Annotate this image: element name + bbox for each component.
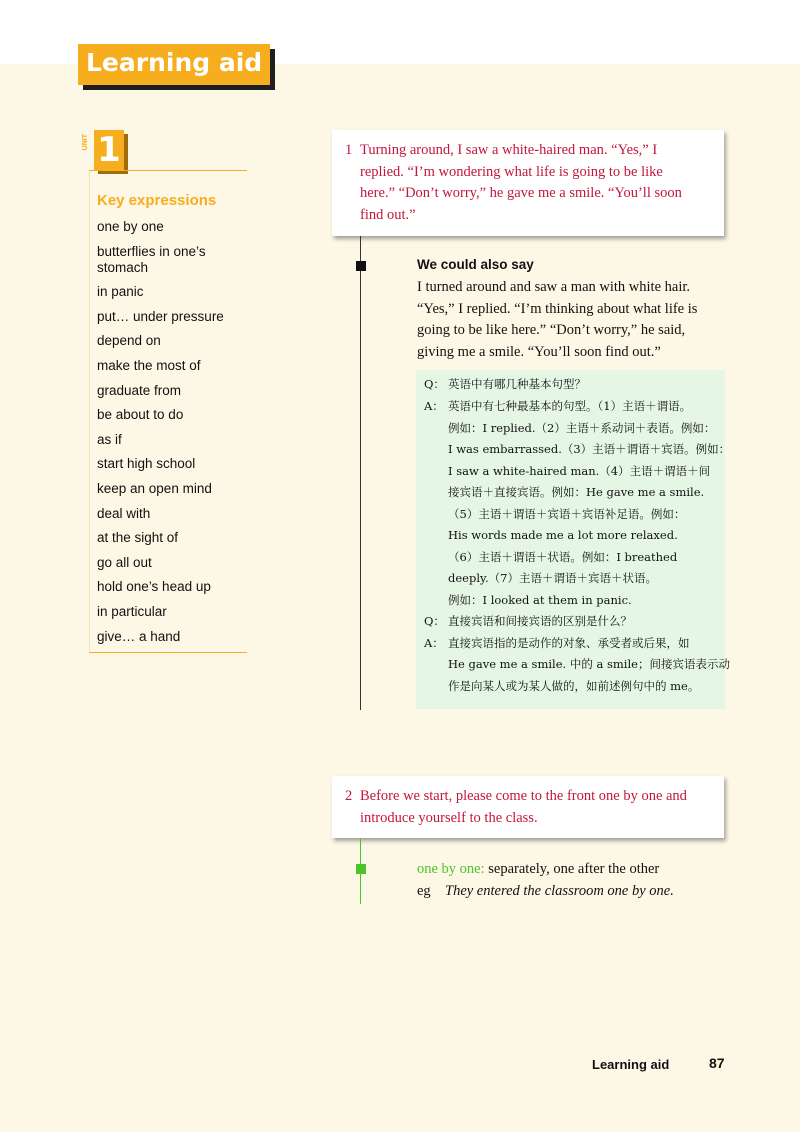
qa-label: A：	[424, 399, 444, 413]
qa-question-text: 英语中有哪几种基本句型？	[448, 377, 586, 391]
section-header: Learning aid	[78, 44, 270, 85]
list-item: keep an open mind	[97, 480, 212, 496]
list-item: start high school	[97, 456, 196, 472]
vocab-example: They entered the classroom one by one.	[445, 883, 674, 899]
timeline-marker	[356, 261, 366, 271]
list-item: go all out	[97, 554, 152, 570]
qa-answer-line: 接宾语＋直接宾语。例如：He gave me a smile.	[448, 485, 705, 499]
timeline-marker	[356, 864, 366, 874]
key-expressions-border	[89, 170, 90, 652]
list-item: depend on	[97, 333, 161, 349]
example-sentence-card-1	[332, 130, 724, 236]
sentence-number: 1	[345, 142, 353, 158]
qa-label: Q：	[424, 614, 445, 628]
unit-number-badge: 1	[94, 130, 124, 170]
qa-answer-line: 例如：I looked at them in panic.	[448, 592, 632, 607]
qa-question-text: 直接宾语和间接宾语的区别是什么？	[448, 614, 632, 628]
vocab-entry	[417, 858, 717, 902]
vocab-definition: separately, one after the other	[484, 861, 660, 877]
example-sentence-card-2	[332, 776, 724, 838]
qa-answer-line: 作是向某人或为某人做的，如前述例句中的 me。	[448, 678, 700, 693]
qa-answer-line: His words made me a lot more relaxed.	[448, 528, 678, 542]
example-label: eg	[417, 883, 431, 899]
list-item: give… a hand	[97, 628, 181, 644]
list-item: make the most of	[97, 357, 201, 373]
qa-box	[416, 370, 731, 709]
divider	[89, 170, 247, 171]
qa-answer-line: He gave me a smile. 中的 a smile；间接宾语表示动	[448, 657, 730, 671]
list-item: be about to do	[97, 407, 184, 423]
unit-word-text: UNIT	[81, 134, 89, 151]
key-expressions-list	[97, 219, 247, 653]
qa-answer-line: 例如：I replied.（2）主语＋系动词＋表语。例如：	[448, 420, 716, 435]
key-expressions-title: Key expressions	[97, 192, 217, 209]
list-item: one by one	[97, 219, 164, 234]
qa-label: A：	[424, 635, 444, 650]
qa-answer-line: I saw a white-haired man.（4）主语＋谓语＋间	[448, 463, 711, 478]
sentence-text: Turning around, I saw a white-haired man. “Yes,” I replied. “I’m wondering what life is going to be like here.” “Don’t worry,” he gave me a smile. “You’ll soon find out.”	[360, 142, 682, 223]
unit-word-label	[80, 134, 90, 153]
timeline-line	[360, 236, 361, 710]
vocab-term: one by one:	[417, 861, 485, 877]
list-item: at the sight of	[97, 530, 179, 546]
list-item: hold one’s head up	[97, 579, 211, 595]
list-item: in particular	[97, 603, 167, 619]
vocab-definition-line	[417, 858, 717, 880]
list-item: butterflies in one’s stomach	[97, 243, 206, 275]
qa-answer-line: 英语中有七种最基本的句型。（1）主语＋谓语。	[448, 399, 692, 413]
qa-answer-line: I was embarrassed.（3）主语＋谓语＋宾语。例如：	[448, 442, 731, 456]
also-say-text: I turned around and saw a man with white hair. “Yes,” I replied. “I’m thinking about what life is going to be like here.” “Don’t worry,” he said, giving me a smile. “You’ll soon find out.”	[417, 279, 698, 360]
qa-answer-line: （6）主语＋谓语＋状语。例如：I breathed	[448, 549, 678, 564]
qa-answer-line: （5）主语＋谓语＋宾语＋宾语补足语。例如：	[448, 506, 686, 521]
page-number: 87	[709, 1055, 725, 1071]
qa-label: Q：	[424, 377, 445, 391]
also-say-title: We could also say	[417, 257, 534, 272]
qa-answer-line: 直接宾语指的是动作的对象、承受者或后果，如	[448, 635, 690, 650]
list-item: in panic	[97, 284, 144, 300]
vocab-example-line	[417, 880, 717, 902]
list-item: put… under pressure	[97, 308, 224, 324]
sentence-text: Before we start, please come to the front one by one and introduce yourself to the class.	[360, 788, 687, 826]
list-item: as if	[97, 431, 122, 447]
divider	[89, 652, 247, 653]
footer-section-label: Learning aid	[592, 1057, 670, 1072]
list-item: deal with	[97, 505, 151, 521]
qa-answer-line: deeply.（7）主语＋谓语＋宾语＋状语。	[448, 571, 657, 585]
sentence-number: 2	[345, 788, 353, 804]
list-item: graduate from	[97, 382, 182, 398]
